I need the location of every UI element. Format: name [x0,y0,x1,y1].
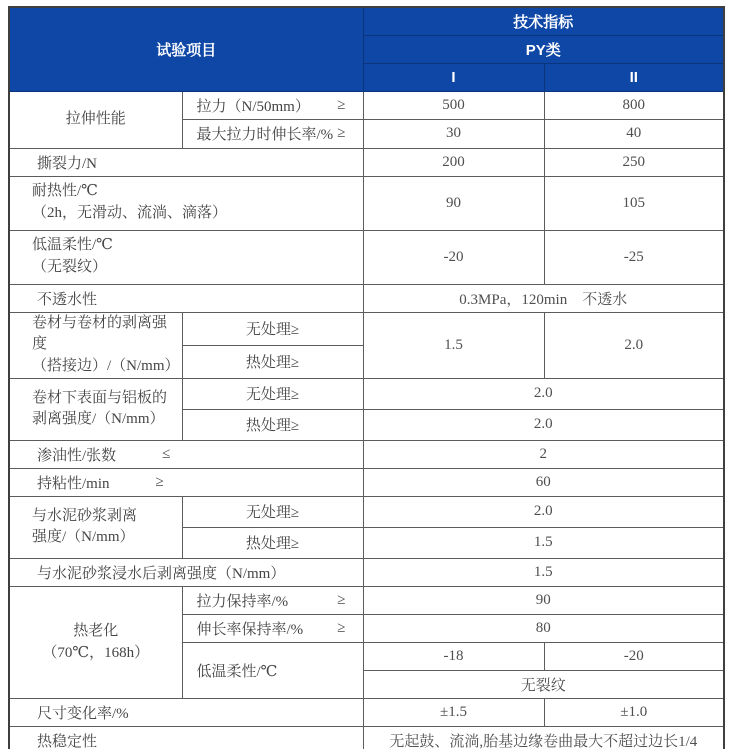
low-temp-flex-line1: 低温柔性/℃ [32,237,113,254]
cell-heat-aging-lowtemp-note: 无裂纹 [363,670,724,698]
cell-heat-resistance-v2: 105 [544,176,724,230]
peel-mortar-line2: 强度/（N/mm） [32,529,135,546]
heat-aging-group-line2: （70℃，168h） [42,645,150,662]
cell-peel-aluminum-untreated: 无处理≥ [182,378,363,409]
cell-low-temp-flex-v1: -20 [363,230,544,284]
cell-heat-aging-lowtemp-v2: -20 [544,642,724,670]
oil-penetration-label: 渗油性/张数 [37,447,117,464]
header-test-item: 试验项目 [9,7,363,91]
cell-impermeability-label: 不透水性 [9,284,363,312]
cell-heat-resistance-label [9,176,363,230]
cell-thermal-stability-label: 热稳定性 [9,726,363,749]
cell-heat-aging-tensile-value: 90 [363,586,724,614]
peel-aluminum-line2: 剥离强度/（N/mm） [32,411,165,428]
cell-tack-retention-value: 60 [363,468,724,496]
cell-low-temp-flex-v2: -25 [544,230,724,284]
peel-aluminum-line1: 卷材下表面与铝板的 [32,389,168,406]
cell-thermal-stability-value: 无起鼓、流淌,胎基边缘卷曲最大不超过边长1/4 [363,726,724,749]
cell-heat-aging-lowtemp-label: 低温柔性/℃ [182,642,363,698]
spec-table [8,6,725,749]
header-tech-index: 技术指标 [363,7,724,35]
geq-symbol: ≥ [155,473,164,490]
heat-resistance-line2: （2h，无滑动、流淌、滴落） [32,205,228,221]
cell-tensile-elong-v1: 30 [363,119,544,148]
geq-symbol: ≥ [337,619,346,636]
low-temp-flex-line2: （无裂纹） [32,259,108,275]
heat-aging-group-line1: 热老化 [73,622,119,639]
cell-heat-aging-lowtemp-v1: -18 [363,642,544,670]
cell-oil-penetration-label [9,440,363,468]
cell-heat-aging-group [9,586,182,698]
cell-peel-mortar-label [9,496,182,558]
cell-heat-aging-tensile-label [182,586,363,614]
cell-impermeability-value: 0.3MPa，120min 不透水 [363,284,724,312]
cell-tack-retention-label [9,468,363,496]
cell-peel-roll-v1: 1.5 [363,312,544,378]
cell-tensile-group: 拉伸性能 [9,91,182,148]
tensile-elong-label: 最大拉力时伸长率/% [196,127,334,143]
header-py-class: PY类 [363,35,724,63]
geq-symbol: ≥ [337,125,346,141]
tack-retention-label: 持粘性/min [37,475,110,492]
cell-peel-aluminum-v-untreated: 2.0 [363,378,724,409]
cell-peel-mortar-immersed-label: 与水泥砂浆浸水后剥离强度（N/mm） [9,558,363,586]
cell-peel-mortar-treated: 热处理≥ [182,527,363,558]
cell-tensile-force-label [182,91,363,119]
cell-tensile-elong-label [182,119,363,148]
peel-roll-line1: 卷材与卷材的剥离强度 [32,314,168,353]
cell-peel-mortar-untreated: 无处理≥ [182,496,363,527]
cell-dimension-change-v1: ±1.5 [363,698,544,726]
heat-aging-tensile-label: 拉力保持率/% [196,593,289,610]
cell-peel-mortar-v-untreated: 2.0 [363,496,724,527]
cell-peel-aluminum-treated: 热处理≥ [182,409,363,440]
geq-symbol: ≥ [337,96,346,113]
leq-symbol: ≤ [162,445,171,462]
cell-dimension-change-label: 尺寸变化率/% [9,698,363,726]
cell-peel-mortar-v-treated: 1.5 [363,527,724,558]
cell-tear-v2: 250 [544,148,724,176]
cell-peel-aluminum-v-treated: 2.0 [363,409,724,440]
cell-peel-roll-label [9,312,182,378]
peel-roll-line2: （搭接边）/（N/mm） [32,358,180,374]
cell-low-temp-flex-label [9,230,363,284]
cell-tensile-elong-v2: 40 [544,119,724,148]
cell-tensile-force-v1: 500 [363,91,544,119]
cell-peel-aluminum-label [9,378,182,440]
cell-peel-roll-untreated: 无处理≥ [182,312,363,345]
cell-oil-penetration-value: 2 [363,440,724,468]
cell-peel-roll-treated: 热处理≥ [182,345,363,378]
heat-resistance-line1: 耐热性/℃ [32,183,98,200]
cell-heat-resistance-v1: 90 [363,176,544,230]
tensile-force-label: 拉力（N/50mm） [196,98,310,115]
cell-dimension-change-v2: ±1.0 [544,698,724,726]
header-grade-2: II [544,63,724,91]
cell-tear-label: 撕裂力/N [9,148,363,176]
cell-heat-aging-elong-value: 80 [363,614,724,642]
cell-tensile-force-v2: 800 [544,91,724,119]
geq-symbol: ≥ [337,591,346,608]
cell-heat-aging-elong-label [182,614,363,642]
cell-peel-roll-v2: 2.0 [544,312,724,378]
heat-aging-elong-label: 伸长率保持率/% [196,621,304,638]
header-grade-1: I [363,63,544,91]
cell-tear-v1: 200 [363,148,544,176]
cell-peel-mortar-immersed-value: 1.5 [363,558,724,586]
peel-mortar-line1: 与水泥砂浆剥离 [32,507,138,524]
